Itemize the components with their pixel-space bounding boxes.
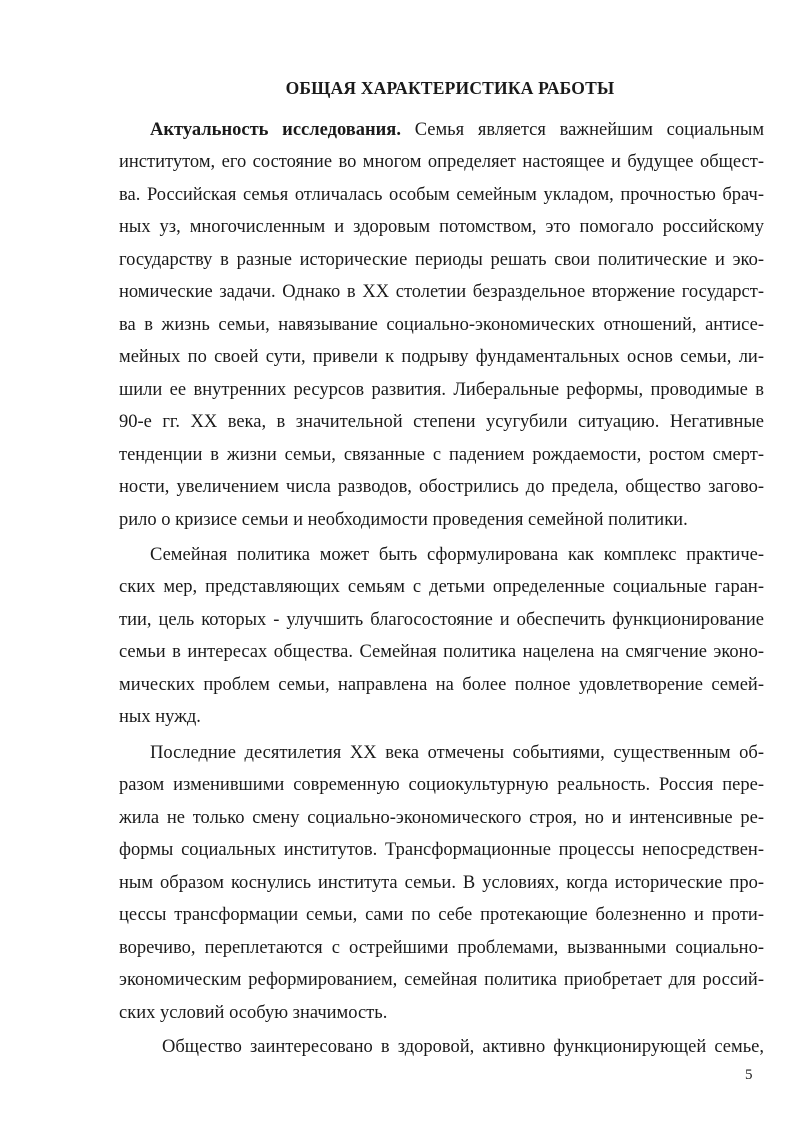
page-title: ОБЩАЯ ХАРАКТЕРИСТИКА РАБОТЫ <box>285 78 615 98</box>
paragraph-3-line: цессы трансформации семьи, сами по себе протекающие болезненно и проти- <box>119 905 764 925</box>
paragraph-1-line: ва в жизнь семьи, навязывание социально-экономических отношений, антисе- <box>119 315 764 335</box>
paragraph-3-line: формы социальных институтов. Трансформационные процессы непосредствен- <box>119 840 764 860</box>
paragraph-2-line: семьи в интересах общества. Семейная политика нацелена на смягчение эконо- <box>119 642 764 662</box>
paragraph-1-lead: Актуальность исследования. <box>150 120 401 140</box>
paragraph-1-line: ных уз, многочисленным и здоровым потомством, это помогало российскому <box>119 217 764 237</box>
paragraph-3-line: воречиво, переплетаются с острейшими проблемами, вызванными социально- <box>119 938 764 958</box>
paragraph-3-line: экономическим реформированием, семейная политика приобретает для россий- <box>119 970 764 990</box>
paragraph-3-line: Последние десятилетия XX века отмечены событиями, существенным об- <box>150 743 764 763</box>
paragraph-2-line: тии, цель которых - улучшить благосостояние и обеспечить функционирование <box>119 610 764 630</box>
paragraph-2-line: ных нужд. <box>119 707 201 727</box>
paragraph-3-line: жила не только смену социально-экономического строя, но и интенсивные ре- <box>119 808 764 828</box>
paragraph-1-line: государству в разные исторические периоды решать свои политические и эко- <box>119 250 764 270</box>
paragraph-1-line: рило о кризисе семьи и необходимости проведения семейной политики. <box>119 510 688 530</box>
paragraph-1-line: тенденции в жизни семьи, связанные с падением рождаемости, ростом смерт- <box>119 445 764 465</box>
paragraph-2-line: мических проблем семьи, направлена на более полное удовлетворение семей- <box>119 675 764 695</box>
paragraph-1-line: ва. Российская семья отличалась особым семейным укладом, прочностью брач- <box>119 185 764 205</box>
paragraph-1-line: ности, увеличением числа разводов, обострились до предела, общество загово- <box>119 477 764 497</box>
paragraph-1-line: мейных по своей сути, привели к подрыву фундаментальных основ семьи, ли- <box>119 347 764 367</box>
paragraph-1-line: шили ее внутренних ресурсов развития. Либеральные реформы, проводимые в <box>119 380 764 400</box>
paragraph-1-line: институтом, его состояние во многом определяет настоящее и будущее общест- <box>119 152 764 172</box>
page-number: 5 <box>745 1067 753 1083</box>
paragraph-1-line: номические задачи. Однако в XX столетии безраздельное вторжение государст- <box>119 282 764 302</box>
paragraph-2-line: Семейная политика может быть сформулирована как комплекс практиче- <box>150 545 764 565</box>
paragraph-1-first-line <box>150 115 764 145</box>
paragraph-2-line: ских мер, представляющих семьям с детьми определенные социальные гаран- <box>119 577 764 597</box>
paragraph-1-first-line-text: Семья является важнейшим социальным <box>414 120 764 140</box>
paragraph-4-line: Общество заинтересовано в здоровой, активно функционирующей семье, <box>162 1037 764 1057</box>
paragraph-3-line: ских условий особую значимость. <box>119 1003 388 1023</box>
paragraph-1-line: 90-е гг. XX века, в значительной степени усугубили ситуацию. Негативные <box>119 412 764 432</box>
paragraph-3-line: ным образом коснулись института семьи. В условиях, когда исторические про- <box>119 873 764 893</box>
paragraph-3-line: разом изменившими современную социокультурную реальность. Россия пере- <box>119 775 764 795</box>
